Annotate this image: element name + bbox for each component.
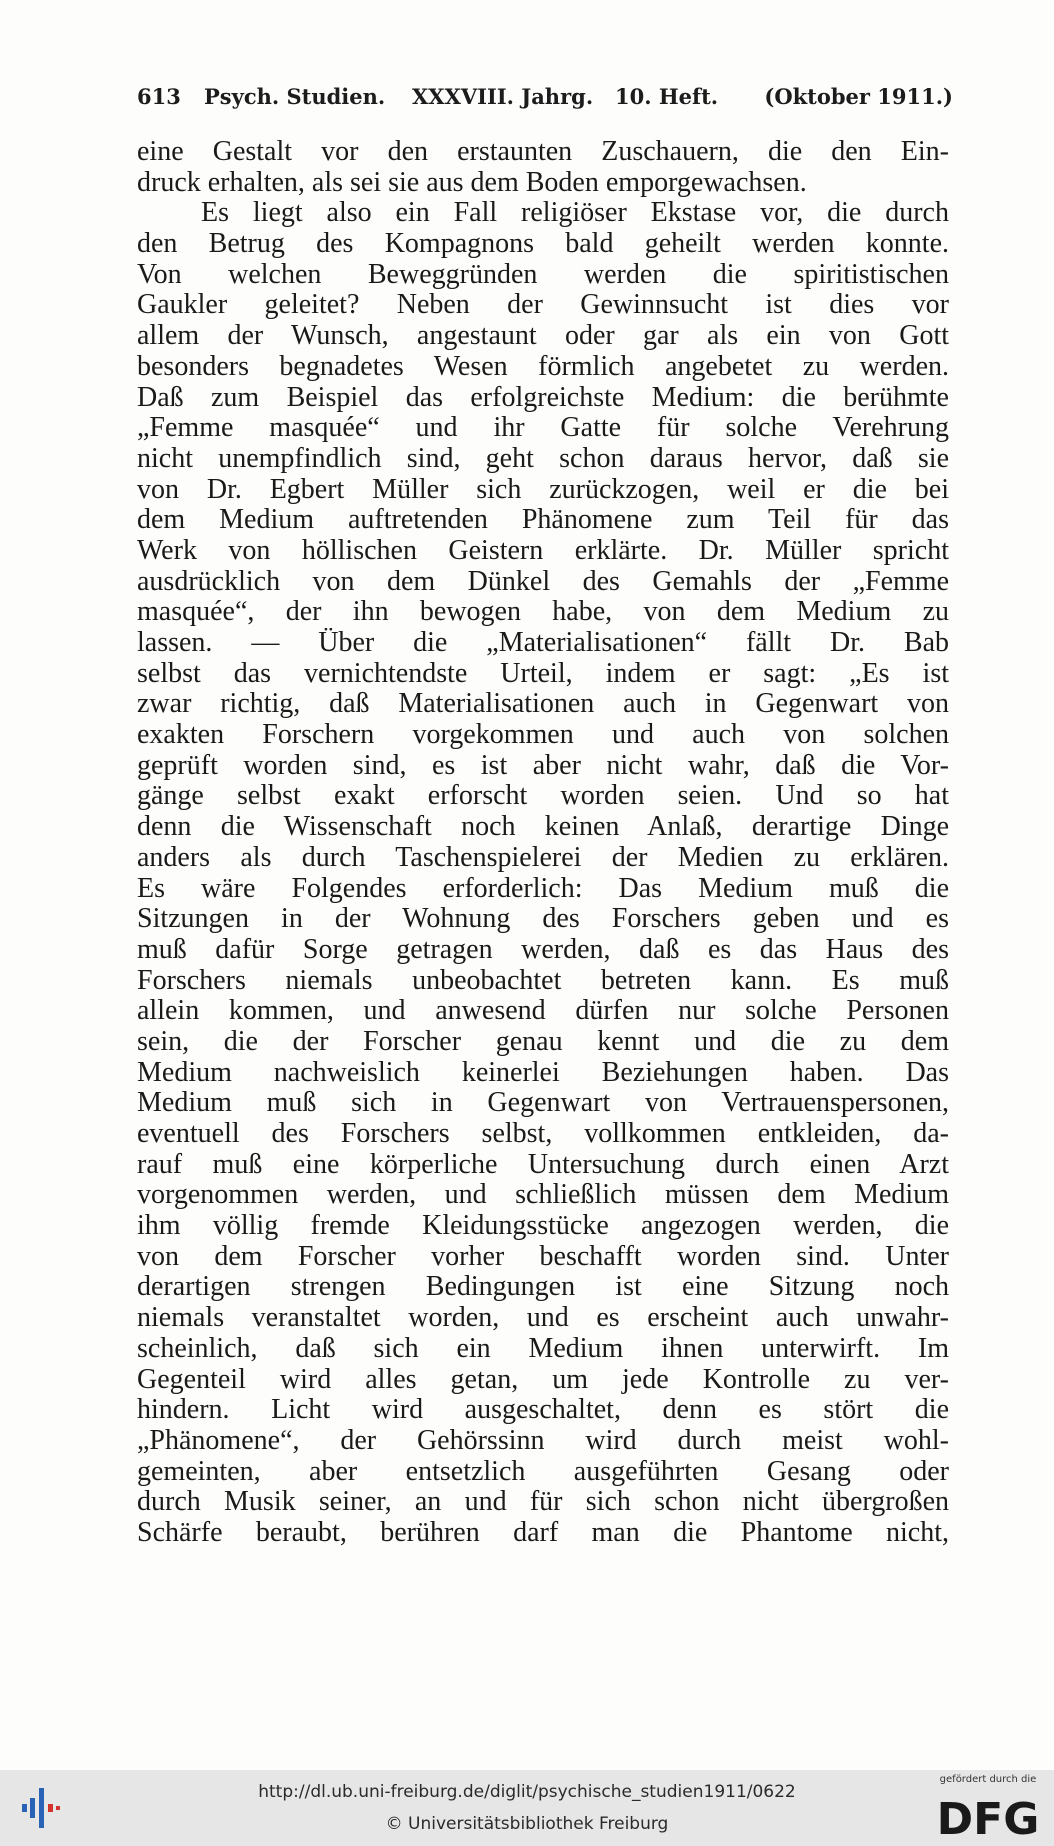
- text-line: Gaukler geleitet? Neben der Gewinnsucht ist dies vor: [137, 290, 949, 321]
- text-line: Sitzungen in der Wohnung des Forschers geben und es: [137, 904, 949, 935]
- funding-note: gefördert durch die: [939, 1774, 1037, 1785]
- text-line: Schärfe beraubt, berühren darf man die Phantome nicht,: [137, 1517, 949, 1548]
- text-line: anders als durch Taschenspielerei der Medien zu erklären.: [137, 842, 949, 873]
- text-line: geprüft worden sind, es ist aber nicht wahr, daß die Vor-: [137, 750, 949, 781]
- text-line: Medium nachweislich keinerlei Beziehungen haben. Das: [137, 1057, 949, 1088]
- text-line: Daß zum Beispiel das erfolgreichste Medium: die berühmte: [137, 382, 949, 413]
- funder-block: [928, 1774, 1048, 1844]
- text-line: derartigen strengen Bedingungen ist eine Sitzung noch: [137, 1272, 949, 1303]
- text-line: gemeinten, aber entsetzlich ausgeführten Gesang oder: [137, 1456, 949, 1487]
- text-line: allem der Wunsch, angestaunt oder gar als ein von Gott: [137, 321, 949, 352]
- text-line: den Betrug des Kompagnons bald geheilt werden konnte.: [137, 229, 949, 260]
- text-line: masquée“, der ihn bewogen habe, von dem Medium zu: [137, 597, 949, 628]
- text-line: scheinlich, daß sich ein Medium ihnen unterwirft. Im: [137, 1333, 949, 1364]
- text-line: niemals veranstaltet worden, und es erscheint auch unwahr-: [137, 1303, 949, 1334]
- running-head: [137, 84, 953, 124]
- copyright-notice: © Universitätsbibliothek Freiburg: [385, 1814, 669, 1834]
- text-line: Forschers niemals unbeobachtet betreten kann. Es muß: [137, 965, 949, 996]
- text-line: nicht unempfindlich sind, geht schon daraus hervor, daß sie: [137, 443, 949, 474]
- text-line: rauf muß eine körperliche Untersuchung durch einen Arzt: [137, 1149, 949, 1180]
- text-line: „Femme masquée“ und ihr Gatte für solche Verehrung: [137, 413, 949, 444]
- text-line: sein, die der Forscher genau kennt und die zu dem: [137, 1026, 949, 1057]
- dfg-logo-text: DFG: [936, 1794, 1040, 1842]
- viewer-footer: [0, 1770, 1054, 1846]
- text-line: denn die Wissenschaft noch keinen Anlaß, derartige Dinge: [137, 812, 949, 843]
- text-line: exakten Forschern vorgekommen und auch von solchen: [137, 720, 949, 751]
- text-line: hindern. Licht wird ausgeschaltet, denn es stört die: [137, 1395, 949, 1426]
- text-line: Von welchen Beweggründen werden die spiritistischen: [137, 259, 949, 290]
- journal-name: Psych. Studien.: [204, 84, 386, 109]
- text-line: vorgenommen werden, und schließlich müssen dem Medium: [137, 1180, 949, 1211]
- body-text: [137, 137, 949, 1549]
- text-line: druck erhalten, als sei sie aus dem Boden emporgewachsen.: [137, 167, 807, 198]
- text-line: von dem Forscher vorher beschafft worden sind. Unter: [137, 1241, 949, 1272]
- text-line: von Dr. Egbert Müller sich zurückzogen, weil er die bei: [137, 474, 949, 505]
- text-line: Werk von höllischen Geistern erklärte. Dr. Müller spricht: [137, 535, 949, 566]
- issue-label: 10. Heft.: [615, 84, 719, 109]
- text-line: eine Gestalt vor den erstaunten Zuschauern, die den Ein-: [137, 137, 949, 167]
- text-line: muß dafür Sorge getragen werden, daß es das Haus des: [137, 934, 949, 965]
- issue-date: (Oktober 1911.): [764, 84, 953, 109]
- text-line: dem Medium auftretenden Phänomene zum Teil für das: [137, 505, 949, 536]
- text-line: ihm völlig fremde Kleidungsstücke angezogen werden, die: [137, 1211, 949, 1242]
- text-line: lassen. — Über die „Materialisationen“ fällt Dr. Bab: [137, 628, 949, 658]
- text-line: Medium muß sich in Gegenwart von Vertrauenspersonen,: [137, 1088, 949, 1119]
- dfg-logo-icon: [936, 1788, 1040, 1842]
- text-line: Es liegt also ein Fall religiöser Ekstase vor, die durch: [201, 198, 949, 229]
- page-number: 613: [137, 84, 181, 109]
- text-line: gänge selbst exakt erforscht worden seien. Und so hat: [137, 781, 949, 812]
- volume-label: XXXVIII. Jahrg.: [412, 84, 594, 109]
- text-line: allein kommen, und anwesend dürfen nur solche Personen: [137, 996, 949, 1027]
- text-line: Es wäre Folgendes erforderlich: Das Medium muß die: [137, 873, 949, 904]
- text-line: ausdrücklich von dem Dünkel des Gemahls der „Femme: [137, 566, 949, 597]
- text-line: durch Musik seiner, an und für sich schon nicht übergroßen: [137, 1487, 949, 1518]
- text-line: zwar richtig, daß Materialisationen auch in Gegenwart von: [137, 689, 949, 720]
- text-line: selbst das vernichtendste Urteil, indem er sagt: „Es ist: [137, 658, 949, 689]
- text-line: besonders begnadetes Wesen förmlich angebetet zu werden.: [137, 351, 949, 382]
- permalink-url[interactable]: http://dl.ub.uni-freiburg.de/diglit/psychische_studien1911/0622: [258, 1782, 796, 1802]
- text-line: „Phänomene“, der Gehörssinn wird durch meist wohl-: [137, 1425, 949, 1456]
- text-line: eventuell des Forschers selbst, vollkommen entkleiden, da-: [137, 1119, 949, 1149]
- text-line: Gegenteil wird alles getan, um jede Kontrolle zu ver-: [137, 1364, 949, 1395]
